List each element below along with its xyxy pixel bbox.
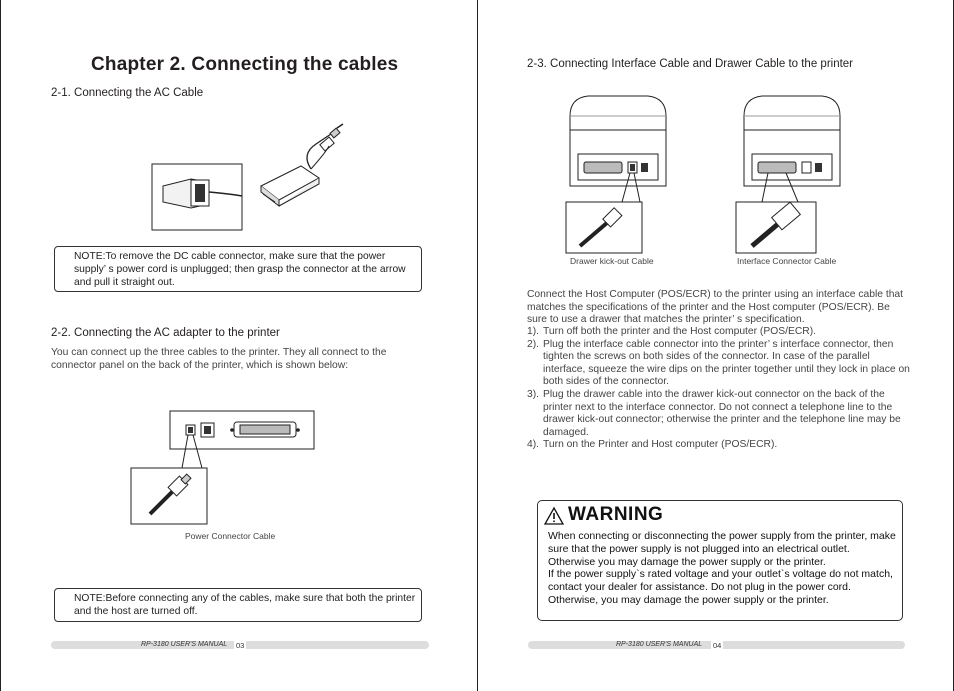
footer-manual-label: RP-3180 USER'S MANUAL [141,641,228,648]
note-turn-off-devices: NOTE:Before connecting any of the cables, make sure that both the printer and the host are turned off. [54,588,422,622]
note-remove-dc-cable: NOTE:To remove the DC cable connector, make sure that the power supply’ s power cord is unplugged; then grasp the connector at the arrow and pull it straight out. [54,246,422,292]
warning-box [537,500,903,621]
footer-manual-label: RP-3180 USER'S MANUAL [616,641,703,648]
interface-cable-illustration [742,94,852,254]
steps-list [527,326,915,452]
warning-triangle-icon [544,507,564,525]
page-number: 04 [713,641,722,650]
section-heading-ac-cable: 2-1. Connecting the AC Cable [51,87,204,99]
right-page [477,0,954,691]
list-item: 1). Turn off both the printer and the Host computer (POS/ECR). [527,326,816,337]
warning-paragraph-1: When connecting or disconnecting the power supply from the printer, make sure that the power supply is not plugged into an electrical outlet. Otherwise you may damage the power supply or the printer. [548,530,896,568]
warning-body [548,530,898,607]
power-connector-illustration [130,410,316,525]
page-number: 03 [236,641,245,650]
list-item: 4). Turn on the Printer and Host computer (POS/ECR). [527,439,778,451]
section-heading-ac-adapter: 2-2. Connecting the AC adapter to the printer [51,327,280,339]
caption-power-connector: Power Connector Cable [185,531,276,541]
section-body-ac-adapter: You can connect up the three cables to the printer. They all connect to the connector panel on the back of the printer, which is shown below: [51,347,387,371]
section-heading-interface-cable: 2-3. Connecting Interface Cable and Drawer Cable to the printer [527,58,854,70]
drawer-cable-illustration [568,94,678,254]
ac-adapter-illustration [151,124,351,234]
footer-bar [528,641,905,649]
warning-title: WARNING [568,504,664,525]
caption-interface-cable: Interface Connector Cable [737,256,837,266]
caption-drawer-cable: Drawer kick-out Cable [570,256,654,266]
chapter-title: Chapter 2. Connecting the cables [91,54,399,75]
list-item: 2). Plug the interface cable connector into the printer’ s interface connector, then tighten the screws on both sides of the connector. In case of the parallel interface, squeeze the wire dips on the printer together until they lock in place on both sides of the connector. [527,338,910,388]
warning-paragraph-2: If the power supply`s rated voltage and your outlet`s voltage do not match, contact your dealer for assistance. Do not plug in the power cord. Otherwise, you may damage the power supply or the printer. [548,568,893,606]
section-intro: Connect the Host Computer (POS/ECR) to the printer using an interface cable that matches the specifications of the printer and the Host computer (POS/ECR). Be sure to use a drawer that matches the printer’ s specification. [527,289,904,326]
footer-bar [51,641,429,649]
list-item: 3). Plug the drawer cable into the drawer kick-out connector on the back of the printer next to the interface connector. Do not connect a telephone line to the drawer kick-out connector; otherwise the printer and the telephone line may be damaged. [527,388,901,438]
